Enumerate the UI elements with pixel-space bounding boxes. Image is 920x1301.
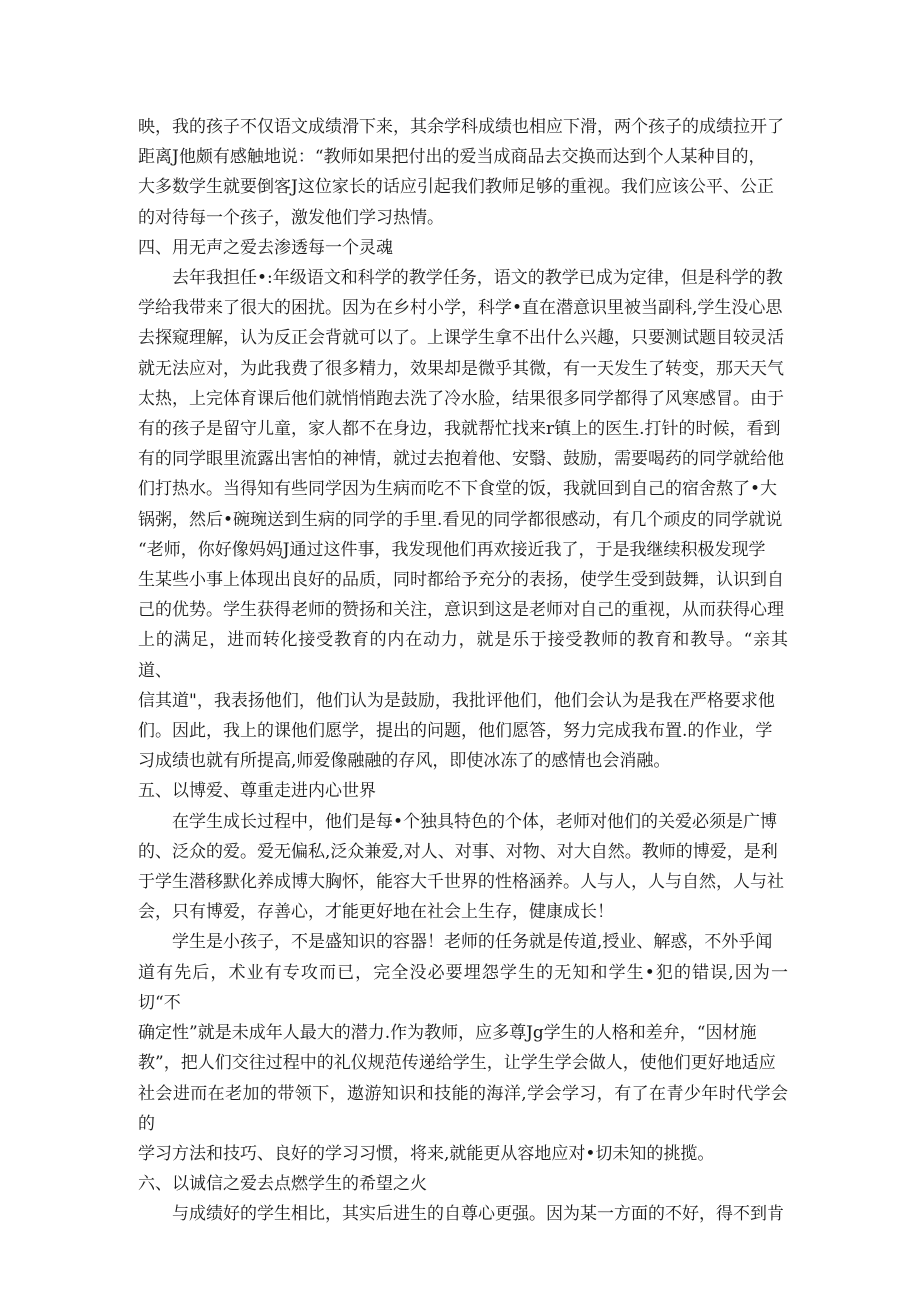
section-six-paragraph-1: 与成绩好的学生相比，其实后进生的自尊心更强。因为某一方面的不好，得不到肯 bbox=[138, 1204, 784, 1225]
section-four-paragraph-1: 去年我担任•:年级语文和科学的教学任务，语文的教学已成为定律，但是科学的教 学给我带来了很大的困扰。因为在乡村小学，科学•直在潜意识里被当副科,学生没心思 去探窥理解，认为反正会背就可以了。上课学生拿不出什么兴趣，只要测试题目较灵活 就无法应对，为此我费了很多精力，效果却是微乎其微，有一天发生了转变，那天天气 太热，上完体育课后他们就悄悄跑去洗了冷水脸，结果很多同学都得了风寒感冒。由于 有的孩子是留守儿童，家人都不在身边，我就帮忙找来r镇上的医生.打针的时候，看到 有的同学眼里流露出害怕的神情，就过去抱着他、安翳、鼓励，需要喝药的同学就给他 们打热水。当得知有些同学因为生病而吃不下食堂的饭，我就回到自己的宿舍熬了•大 锅粥，然后•碗琬送到生病的同学的手里.看见的同学都很感动，有几个顽皮的同学就说 “老师，你好像妈妈J通过这件事，我发现他们再欢接近我了，于是我继续积极发现学 生某些小事上体现出良好的品质，同时都给予充分的表扬，使学生受到鼓舞，认识到自 己的优势。学生获得老师的赞扬和关注，意识到这是老师对自己的重视，从而获得心理 上的满足，进而转化接受教育的内在动力，就是乐于接受教师的教育和教导。“亲其道、 信其道"，我表扬他们，他们认为是鼓励，我批评他们，他们会认为是我在严格要求他 们。因此，我上的课他们愿学，提出的问题，他们愿答，努力完成我布置.的作业，学 习成绩也就有所提高,师爱像融融的存风，即使冰冻了的感情也会消融。 bbox=[138, 268, 788, 772]
document-body bbox=[138, 112, 788, 1230]
section-five-paragraph-1: 在学生成长过程中，他们是每•个独具特色的个体，老师对他们的关爱必须是广博 的、泛众的爱。爱无偏私,泛众兼爱,对人、对事、对物、对大自然。教师的博爱，是利 于学生潜移默化养成博大胸怀，能容大千世界的性格涵养。人与人，人与自然，人与社 会，只有博爱，存善心，才能更好地在社会上生存，健康成长！ bbox=[138, 811, 784, 923]
section-heading-six: 六、以诚信之爱去点燃学生的希望之火 bbox=[138, 1174, 427, 1195]
intro-paragraph: 映，我的孩子不仅语文成绩滑下来，其余学科成绩也相应下滑，两个孩子的成绩拉开了 距离J他颇有感触地说：“教师如果把付出的爱当成商品去交换而达到个人某种目的， 大多数学生就要倒客J这位家长的话应引起我们教师足够的重视。我们应该公平、公正 的对待每一个孩子，激发他们学习热情。 bbox=[138, 117, 784, 228]
section-heading-four: 四、用无声之爱去渗透每一个灵魂 bbox=[138, 237, 393, 258]
section-heading-five: 五、以博爱、尊重走进内心世界 bbox=[138, 781, 376, 802]
section-five-paragraph-2: 学生是小孩子，不是盛知识的容器！老师的任务就是传道,授业、解惑，不外乎闻 道有先后，术业有专攻而已，完全没必要埋怨学生的无知和学生•犯的错误,因为一切“不 确定性”就是未成年人最大的潜力.作为教师，应多尊Jg学生的人格和差弁，“因材施 教”，把人们交往过程中的礼仪规范传递给学生，让学生学会做人，使他们更好地适应 社会进而在老加的带领下，遨游知识和技能的海洋,学会学习，有了在青少年时代学会的 学习方法和技巧、良好的学习习惯，将来,就能更从容地应对•切未知的挑揽。 bbox=[138, 932, 788, 1164]
